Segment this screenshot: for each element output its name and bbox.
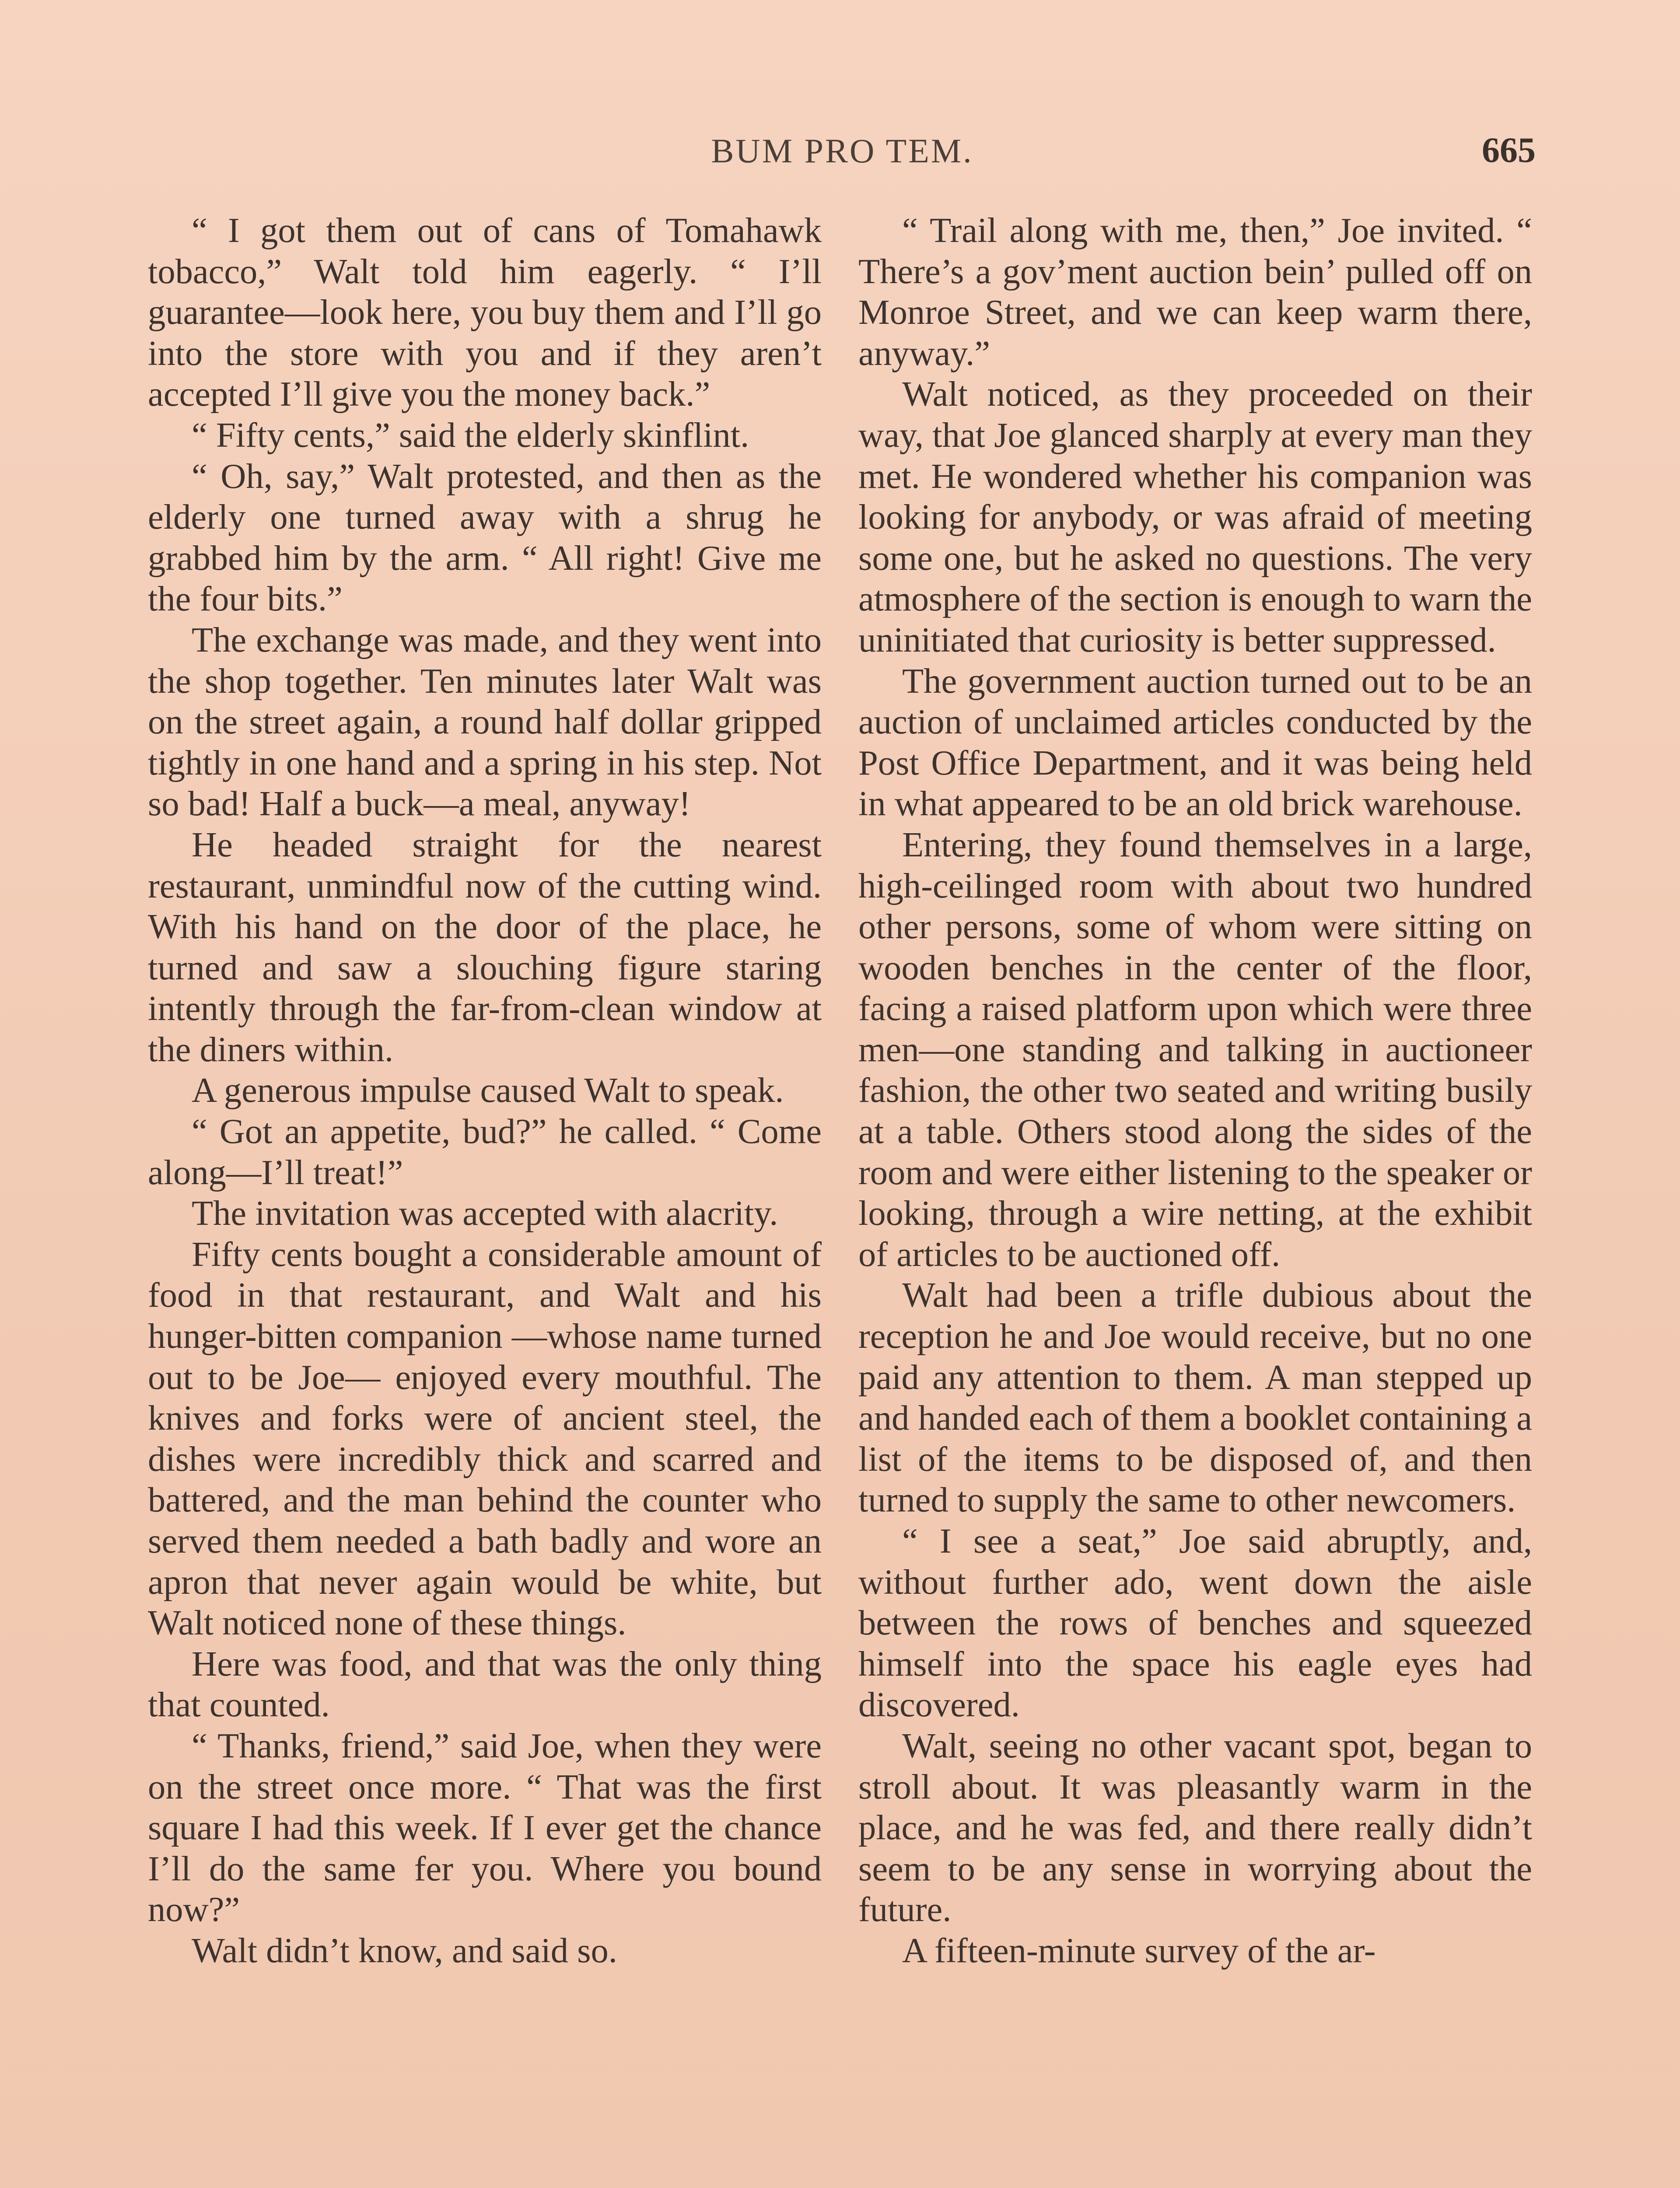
paragraph: “ Got an appetite, bud?” he called. “ Come along—I’ll treat!” xyxy=(148,1112,822,1192)
running-title: BUM PRO TEM. xyxy=(711,132,973,170)
page-header xyxy=(149,131,1536,179)
page-number: 665 xyxy=(1482,130,1536,170)
paragraph: Here was food, and that was the only thing that counted. xyxy=(148,1644,822,1725)
paragraph: Walt had been a trifle dubious about the reception he and Joe would receive, but no one paid any attention to them. A man stepped up and handed each of them a booklet containing a list of the items to be disposed of, and then turned to supply the same to other newcomers. xyxy=(858,1276,1532,1520)
paragraph: The exchange was made, and they went into the shop together. Ten minutes later Walt was on the street again, a round half dollar gripped tightly in one hand and a spring in his step. Not so bad! Half a buck—a meal, anyway! xyxy=(148,620,822,824)
paragraph: The invitation was accepted with alacrity. xyxy=(192,1194,778,1233)
paragraph: “ I got them out of cans of Tomahawk tobacco,” Walt told him eagerly. “ I’ll guarantee—look here, you buy them and I’ll go into the store with you and if they aren’t accepted I’ll give you the money back.” xyxy=(148,211,822,414)
paragraph: “ Trail along with me, then,” Joe invited. “ There’s a gov’ment auction bein’ pulled off on Monroe Street, and we can keep warm there, anyway.” xyxy=(858,211,1532,373)
paragraph: The government auction turned out to be an auction of unclaimed articles conducted by the Post Office Department, and it was being held in what appeared to be an old brick warehouse. xyxy=(858,661,1532,824)
paragraph: Walt, seeing no other vacant spot, began to stroll about. It was pleasantly warm in the place, and he was fed, and there really didn’t seem to be any sense in worrying about the future. xyxy=(858,1726,1532,1929)
paragraph: Fifty cents bought a considerable amount of food in that restaurant, and Walt and his hunger-bitten companion —whose name turned out to be Joe— enjoyed every mouthful. The knives and forks were of ancient steel, the dishes were incredibly thick and scarred and battered, and the man behind the counter who served them needed a bath badly and wore an apron that never again would be white, but Walt noticed none of these things. xyxy=(148,1234,822,1643)
paragraph: Walt didn’t know, and said so. xyxy=(192,1931,617,1970)
paragraph: Entering, they found themselves in a large, high-ceilinged room with about two hundred other persons, some of whom were sitting on wooden benches in the center of the floor, facing a raised platform upon which were three men—one standing and talking in auctioneer fashion, the other two seated and writing busily at a table. Others stood along the sides of the room and were either listening to the speaker or looking, through a wire netting, at the exhibit of articles to be auctioned off. xyxy=(858,825,1532,1274)
right-column xyxy=(858,210,1532,1971)
left-column xyxy=(148,210,822,1971)
paragraph: Walt noticed, as they proceeded on their way, that Joe glanced sharply at every man they met. He wondered whether his companion was looking for anybody, or was afraid of meeting some one, but he asked no questions. The very atmosphere of the section is enough to warn the uninitiated that curiosity is better suppressed. xyxy=(858,375,1532,659)
paragraph: A fifteen-minute survey of the ar- xyxy=(902,1931,1376,1970)
paragraph: He headed straight for the nearest restaurant, unmindful now of the cutting wind. With his hand on the door of the place, he turned and saw a slouching figure staring intently through the far-from-clean window at the diners within. xyxy=(148,825,822,1069)
paragraph: “ I see a seat,” Joe said abruptly, and, without further ado, went down the aisle between the rows of benches and squeezed himself into the space his eagle eyes had discovered. xyxy=(858,1522,1532,1725)
paragraph: “ Thanks, friend,” said Joe, when they were on the street once more. “ That was the first square I had this week. If I ever get the chance I’ll do the same fer you. Where you bound now?” xyxy=(148,1726,822,1929)
paragraph: A generous impulse caused Walt to speak. xyxy=(192,1071,784,1110)
paragraph: “ Oh, say,” Walt protested, and then as the elderly one turned away with a shrug he grabbed him by the arm. “ All right! Give me the four bits.” xyxy=(148,456,822,619)
paragraph: “ Fifty cents,” said the elderly skinflint. xyxy=(192,415,749,455)
